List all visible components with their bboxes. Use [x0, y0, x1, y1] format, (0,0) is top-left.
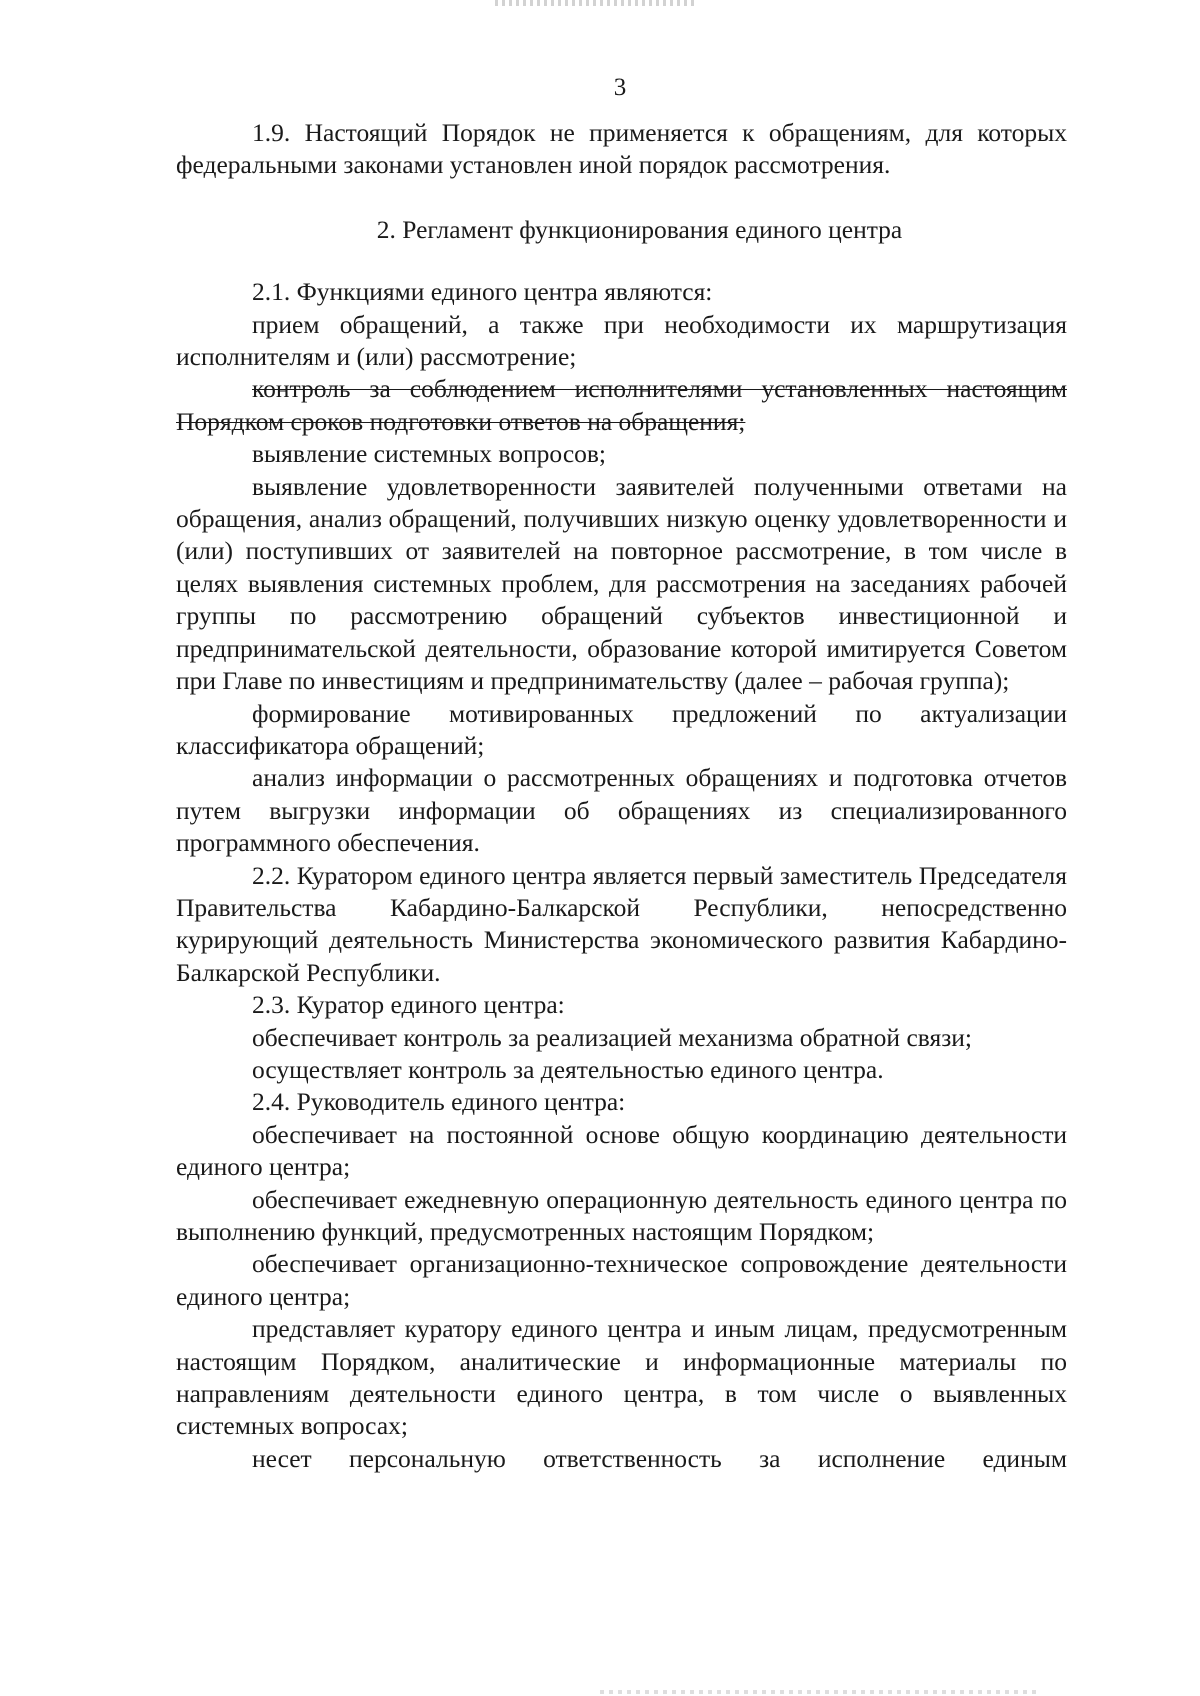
head-duty-item: обеспечивает ежедневную операционную деятельность единого центра по выполнению функций, предусмотренных настоящим Порядком; [176, 1184, 1067, 1246]
curator-duty-item: осуществляет контроль за деятельностью единого центра. [252, 1054, 884, 1084]
function-item: анализ информации о рассмотренных обращениях и подготовка отчетов путем выгрузки информации об обращениях из специализированного программного обеспечения. [176, 763, 1067, 858]
head-duty-item: обеспечивает на постоянной основе общую координацию деятельности единого центра; [176, 1119, 1067, 1182]
paragraph-2-1: 2.1. Функциями единого центра являются: [252, 277, 713, 307]
paragraph-2-3: 2.3. Куратор единого центра: [252, 990, 565, 1020]
paragraph-2-2: 2.2. Куратором единого центра является первый заместитель Председателя Правительства Кабардино-Балкарской Республики, непосредственно курирующий деятельность Министерства экономического развития Кабардино-Балкарской Республики. [176, 860, 1067, 987]
function-item: выявление системных вопросов; [252, 439, 607, 469]
scan-artifact-bottom [600, 1690, 1040, 1694]
function-item: прием обращений, а также при необходимости их маршрутизация исполнителям и (или) рассмотрение; [176, 309, 1067, 372]
document-body [176, 117, 1067, 1475]
function-item: формирование мотивированных предложений по актуализации классификатора обращений; [176, 698, 1067, 760]
paragraph-2-4: 2.4. Руководитель единого центра: [252, 1087, 626, 1117]
page-number: 3 [613, 74, 627, 101]
head-duty-item: представляет куратору единого центра и иным лицам, предусмотренным настоящим Порядком, аналитические и информационные материалы по направлениям деятельности единого центра, в том числе о выявленных системных вопросах; [176, 1314, 1067, 1441]
function-item [176, 373, 1067, 438]
function-item: выявление удовлетворенности заявителей полученными ответами на обращения, анализ обращений, получивших низкую оценку удовлетворенности и (или) поступивших от заявителей на повторное рассмотрение, в том числе в целях выявления системных проблем, для рассмотрения на заседаниях рабочей группы по рассмотрению обращений субъектов инвестиционной и предпринимательской деятельности, образование которой имитируется Советом при Главе по инвестициям и предпринимательству (далее – рабочая группа); [176, 471, 1067, 696]
struck-function-text: контроль за соблюдением исполнителями установленных настоящим Порядком сроков подготовки ответов на обращения; [176, 374, 1067, 436]
head-duty-item: обеспечивает организационно-техническое сопровождение деятельности единого центра; [176, 1249, 1067, 1311]
head-duty-item: несет персональную ответственность за исполнение единым [252, 1443, 1067, 1473]
curator-duty-item: обеспечивает контроль за реализацией механизма обратной связи; [252, 1022, 973, 1052]
section-heading: 2. Регламент функционирования единого центра [376, 214, 903, 244]
scan-artifact-top [495, 0, 695, 6]
paragraph-1-9: 1.9. Настоящий Порядок не применяется к обращениям, для которых федеральными законами установлен иной порядок рассмотрения. [176, 118, 1067, 180]
